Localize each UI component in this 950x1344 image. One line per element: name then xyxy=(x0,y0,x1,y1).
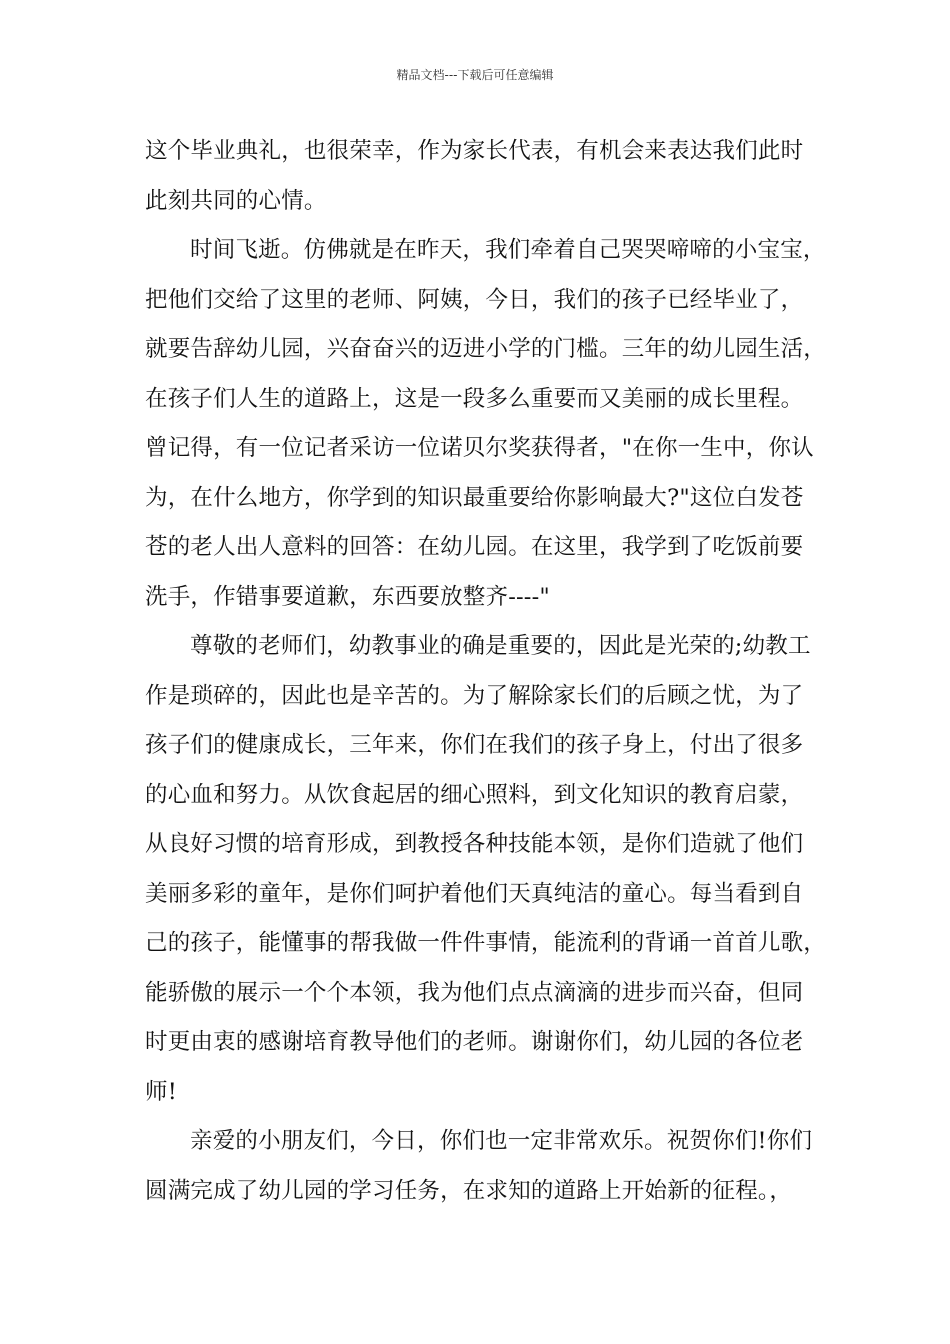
text-line: 尊敬的老师们，幼教事业的确是重要的，因此是光荣的;幼教工 xyxy=(190,633,811,659)
text-line: 孩子们的健康成长，三年来，你们在我们的孩子身上，付出了很多 xyxy=(145,732,804,758)
body-text xyxy=(145,132,845,1221)
text-line: 圆满完成了幼儿园的学习任务，在求知的道路上开始新的征程。， xyxy=(145,1177,793,1204)
text-line: 的心血和努力。从饮食起居的细心照料，到文化知识的教育启蒙， xyxy=(145,781,804,808)
text-line: 作是琐碎的，因此也是辛苦的。为了解除家长们的后顾之忧，为了 xyxy=(145,682,804,709)
text-line: 时间飞逝。仿佛就是在昨天，我们牵着自己哭哭啼啼的小宝宝， xyxy=(190,237,826,263)
text-line: 这个毕业典礼，也很荣幸，作为家长代表，有机会来表达我们此时 xyxy=(145,138,804,164)
text-line: 从良好习惯的培育形成，到教授各种技能本领，是你们造就了他们 xyxy=(145,831,804,857)
text-line: 洗手，作错事要道歉，东西要放整齐----" xyxy=(145,583,550,610)
text-line: 师! xyxy=(145,1078,177,1105)
page-header: 精品文档---下载后可任意编辑 xyxy=(396,68,554,82)
text-line: 美丽多彩的童年，是你们呵护着他们天真纯洁的童心。每当看到自 xyxy=(145,880,804,907)
text-line: 把他们交给了这里的老师、阿姨，今日，我们的孩子已经毕业了， xyxy=(145,286,804,313)
text-line: 时更由衷的感谢培育教导他们的老师。谢谢你们，幼儿园的各位老 xyxy=(145,1029,804,1055)
text-line: 曾记得，有一位记者采访一位诺贝尔奖获得者，"在你一生中，你认 xyxy=(145,435,814,461)
text-line: 苍的老人出人意料的回答：在幼儿园。在这里，我学到了吃饭前要 xyxy=(145,534,804,560)
text-line: 己的孩子，能懂事的帮我做一件件事情，能流利的背诵一首首儿歌， xyxy=(145,930,827,956)
text-line: 能骄傲的展示一个个本领，我为他们点点滴滴的进步而兴奋，但同 xyxy=(145,979,804,1006)
text-line: 为，在什么地方，你学到的知识最重要给你影响最大?"这位白发苍 xyxy=(145,484,804,511)
text-line: 就要告辞幼儿园，兴奋奋兴的迈进小学的门槛。三年的幼儿园生活， xyxy=(145,336,827,362)
text-line: 在孩子们人生的道路上，这是一段多么重要而又美丽的成长里程。 xyxy=(145,385,804,412)
text-line: 亲爱的小朋友们，今日，你们也一定非常欢乐。祝贺你们!你们 xyxy=(190,1128,813,1154)
text-line: 此刻共同的心情。 xyxy=(145,187,327,214)
